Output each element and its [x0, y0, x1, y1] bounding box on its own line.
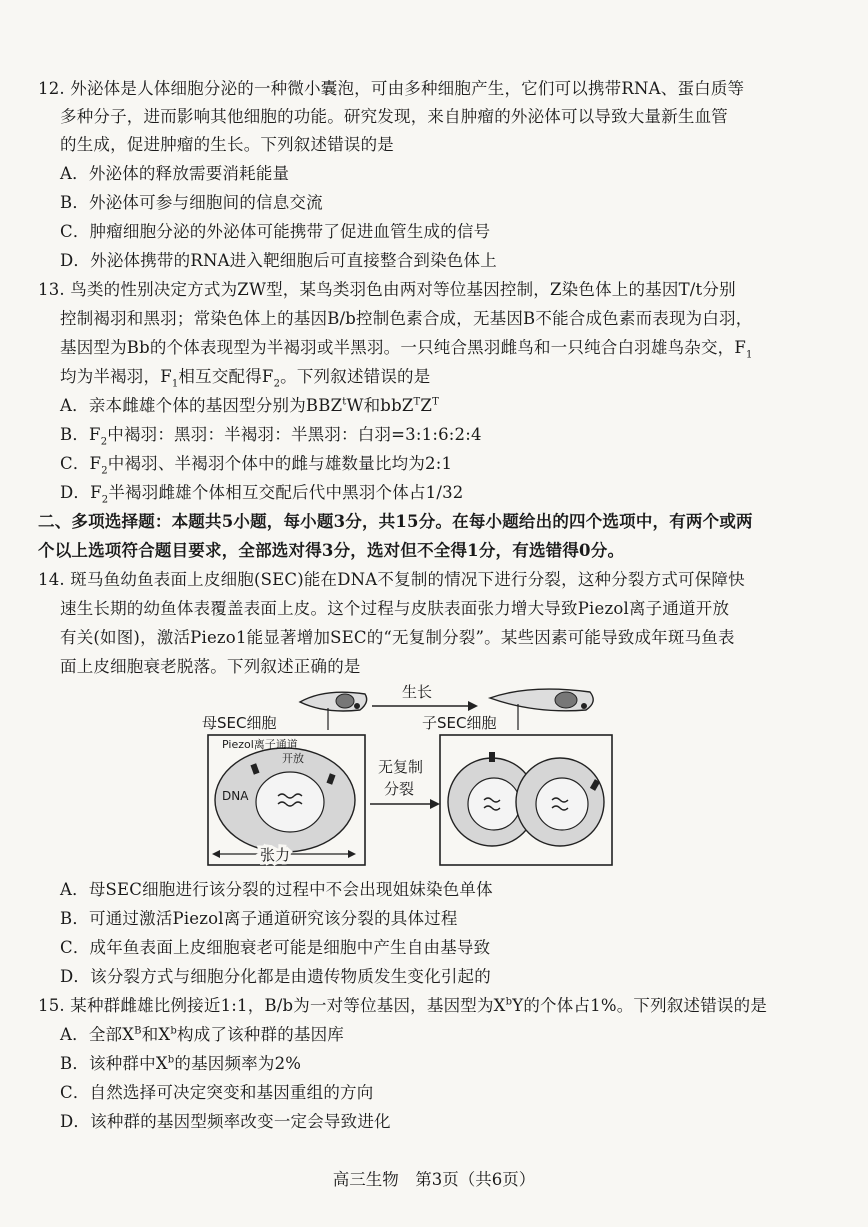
piezo-open-label: 开放 [282, 752, 304, 765]
no-dup-label-1: 无复制 [378, 758, 424, 776]
q13-stem-line3: 基因型为Bb的个体表现型为半褐羽或半黑羽。一只纯合黑羽雌鸟和一只纯合白羽雄鸟杂交，$F_1$ [60, 338, 753, 361]
q13-stem-line1: 13. 鸟类的性别决定方式为ZW型，某鸟类羽色由两对等位基因控制，Z染色体上的基因T/t分别 [38, 280, 736, 299]
tension-label: 张力 [260, 846, 291, 864]
sec-division-figure [200, 680, 620, 870]
q14-option-d: D．该分裂方式与细胞分化都是由遗传物质发生变化引起的 [60, 967, 491, 986]
page-footer: 高三生物 第3页（共6页） [332, 1170, 536, 1189]
q14-option-a: A．母SEC细胞进行该分裂的过程中不会出现姐妹染色单体 [60, 880, 493, 899]
q13-stem-line2: 控制褐羽和黑羽；常染色体上的基因B/b控制色素合成，无基因B不能合成色素而表现为白羽， [60, 309, 753, 328]
q13-option-c: C．$F_2$中褐羽、半褐羽个体中的雌与雄数量比均为2:1 [60, 454, 453, 477]
q12-option-a: A．外泌体的释放需要消耗能量 [60, 164, 290, 183]
growth-label: 生长 [402, 683, 433, 701]
q13-option-b: B．$F_2$中褐羽：黑羽：半褐羽：半黑羽：白羽=3:1:6:2:4 [60, 425, 482, 448]
q12-stem-line2: 多种分子，进而影响其他细胞的功能。研究发现，来自肿瘤的外泌体可以导致大量新生血管 [60, 107, 728, 126]
q12-option-c: C．肿瘤细胞分泌的外泌体可能携带了促进血管生成的信号 [60, 222, 491, 241]
q14-stem-line4: 面上皮细胞衰老脱落。下列叙述正确的是 [60, 657, 361, 676]
q13-option-a: A．亲本雌雄个体的基因型分别为BBZ$^t$W和$bbZ^TZ^T$ [60, 396, 439, 415]
mother-sec-label: 母SEC细胞 [202, 714, 277, 732]
q12-stem-line1: 12. 外泌体是人体细胞分泌的一种微小囊泡，可由多种细胞产生，它们可以携带RNA、蛋白质等 [38, 79, 745, 98]
q14-stem-line1: 14. 斑马鱼幼鱼表面上皮细胞(SEC)能在DNA不复制的情况下进行分裂，这种分裂方式可保障快 [38, 570, 745, 589]
q12-option-b: B．外泌体可参与细胞间的信息交流 [60, 193, 323, 212]
q15-option-a: A．全部$X^B$和$X^b$构成了该种群的基因库 [60, 1025, 344, 1044]
q15-option-c: C．自然选择可决定突变和基因重组的方向 [60, 1083, 374, 1102]
no-dup-label-2: 分裂 [384, 780, 415, 798]
larva-right-icon [490, 689, 593, 730]
q15-option-b: B．该种群中$X^b$的基因频率为2% [60, 1054, 302, 1073]
q14-stem-line2: 速生长期的幼鱼体表覆盖表面上皮。这个过程与皮肤表面张力增大导致Piezol离子通道开放 [60, 599, 730, 618]
section2-heading-line1: 二、多项选择题：本题共5小题，每小题3分，共15分。在每小题给出的四个选项中，有两个或两 [38, 512, 753, 531]
q15-option-d: D．该种群的基因型频率改变一定会导致进化 [60, 1112, 391, 1131]
q14-stem-line3: 有关(如图)，激活Piezo1能显著增加SEC的“无复制分裂”。某些因素可能导致成年斑马鱼表 [60, 628, 735, 647]
q14-option-b: B．可通过激活Piezol离子通道研究该分裂的具体过程 [60, 909, 458, 928]
q12-stem-line3: 的生成，促进肿瘤的生长。下列叙述错误的是 [60, 135, 394, 154]
q14-option-c: C．成年鱼表面上皮细胞衰老可能是细胞中产生自由基导致 [60, 938, 491, 957]
q15-stem: 15. 某种群雌雄比例接近1:1，B/b为一对等位基因，基因型为$X^bY$的个体占1%。下列叙述错误的是 [38, 996, 768, 1015]
dna-label: DNA [222, 789, 249, 803]
q12-option-d: D．外泌体携带的RNA进入靶细胞后可直接整合到染色体上 [60, 251, 497, 270]
section2-heading-line2: 个以上选项符合题目要求，全部选对得3分，选对但不全得1分，有选错得0分。 [38, 541, 625, 560]
larva-left-icon [300, 692, 367, 730]
daughter-sec-label: 子SEC细胞 [422, 714, 497, 732]
mother-nucleus [256, 772, 324, 832]
q13-stem-line4: 均为半褐羽，$F_1$相互交配得$F_2$。下列叙述错误的是 [60, 367, 431, 390]
q13-option-d: D．$F_2$半褐羽雌雄个体相互交配后代中黑羽个体占1/32 [60, 483, 464, 506]
piezo-channel-label: Piezol离子通道 [222, 738, 298, 751]
